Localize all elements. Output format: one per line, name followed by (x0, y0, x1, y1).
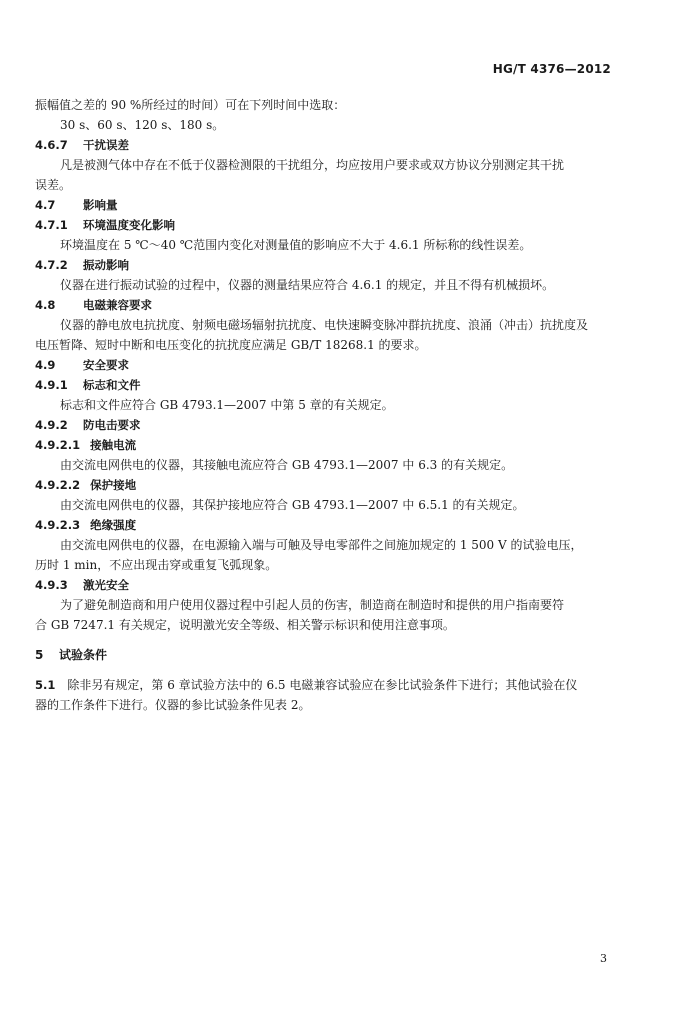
section-title: 安全要求 (83, 358, 129, 372)
paragraph-line: 仪器的静电放电抗扰度、射频电磁场辐射抗扰度、电快速瞬变脉冲群抗扰度、浪涌（冲击）抗扰度及 (60, 318, 589, 332)
section-heading (35, 417, 625, 433)
section-title: 试验条件 (59, 648, 108, 662)
section-heading (35, 197, 625, 213)
paragraph-line: 仪器在进行振动试验的过程中，仪器的测量结果应符合 4.6.1 的规定，并且不得有机械损坏。 (60, 278, 555, 292)
section-heading (35, 517, 625, 533)
paragraph-line: 为了避免制造商和用户使用仪器过程中引起人员的伤害，制造商在制造时和提供的用户指南要符 (60, 598, 565, 612)
section-title: 干扰误差 (83, 138, 129, 152)
chapter-heading (35, 647, 625, 663)
section-number: 5.1 (35, 678, 56, 692)
section-number: 4.9.1 (35, 378, 68, 392)
paragraph-line: 合 GB 7247.1 有关规定，说明激光安全等级、相关警示标识和使用注意事项。 (35, 618, 455, 632)
section-title: 振动影响 (83, 258, 129, 272)
section-title: 电磁兼容要求 (83, 298, 152, 312)
section-heading (35, 357, 625, 373)
section-title: 激光安全 (83, 578, 129, 592)
section-title: 保护接地 (90, 478, 137, 492)
section-title: 标志和文件 (83, 378, 141, 392)
paragraph-line: 振幅值之差的 90 %所经过的时间）可在下列时间中选取： (35, 98, 346, 112)
paragraph-line: 历时 1 min，不应出现击穿或重复飞弧现象。 (35, 558, 278, 572)
section-number: 4.9.2.2 (35, 478, 81, 492)
paragraph-line: 环境温度在 5 ℃～40 ℃范围内变化对测量值的影响应不大于 4.6.1 所标称的线性误差。 (60, 238, 532, 252)
paragraph-line: 由交流电网供电的仪器，其接触电流应符合 GB 4793.1—2007 中 6.3 的有关规定。 (60, 458, 514, 472)
section-number: 4.9.3 (35, 578, 68, 592)
section-heading (35, 477, 625, 493)
standard-number: HG/T 4376—2012 (492, 62, 611, 76)
section-title: 接触电流 (90, 438, 137, 452)
section-heading (35, 257, 625, 273)
section-title: 影响量 (83, 198, 118, 212)
section-number: 4.9.2 (35, 418, 68, 432)
section-number: 4.9 (35, 358, 56, 372)
section-number: 4.8 (35, 298, 56, 312)
section-title: 环境温度变化影响 (83, 218, 175, 232)
section-heading (35, 137, 625, 153)
section-title: 防电击要求 (83, 418, 141, 432)
paragraph-line: 电压暂降、短时中断和电压变化的抗扰度应满足 GB/T 18268.1 的要求。 (35, 338, 427, 352)
section-number: 4.7.1 (35, 218, 68, 232)
paragraph-line: 器的工作条件下进行。仪器的参比试验条件见表 2。 (35, 698, 311, 712)
section-heading (35, 297, 625, 313)
section-heading (35, 377, 625, 393)
section-number: 4.9.2.3 (35, 518, 81, 532)
section-number: 5 (35, 648, 44, 662)
section-title: 绝缘强度 (90, 518, 137, 532)
section-number: 4.7.2 (35, 258, 68, 272)
section-heading (35, 577, 625, 593)
section-heading (35, 217, 625, 233)
paragraph-line: 由交流电网供电的仪器，其保护接地应符合 GB 4793.1—2007 中 6.5.1 的有关规定。 (60, 498, 525, 512)
page-number: 3 (600, 952, 607, 965)
section-number: 4.7 (35, 198, 56, 212)
section-heading (35, 437, 625, 453)
section-number: 4.6.7 (35, 138, 68, 152)
paragraph-line: 误差。 (35, 178, 72, 192)
paragraph-line: 由交流电网供电的仪器，在电源输入端与可触及导电零部件之间施加规定的 1 500 V 的试验电压， (60, 538, 583, 552)
paragraph-line: 5.1 除非另有规定，第 6 章试验方法中的 6.5 电磁兼容试验应在参比试验条件下进行；其他试验在仪 (35, 678, 578, 692)
paragraph-line: 标志和文件应符合 GB 4793.1—2007 中第 5 章的有关规定。 (60, 398, 394, 412)
paragraph-line: 凡是被测气体中存在不低于仪器检测限的干扰组分，均应按用户要求或双方协议分别测定其干扰 (60, 158, 565, 172)
section-number: 4.9.2.1 (35, 438, 81, 452)
paragraph-line: 30 s、60 s、120 s、180 s。 (60, 118, 225, 132)
